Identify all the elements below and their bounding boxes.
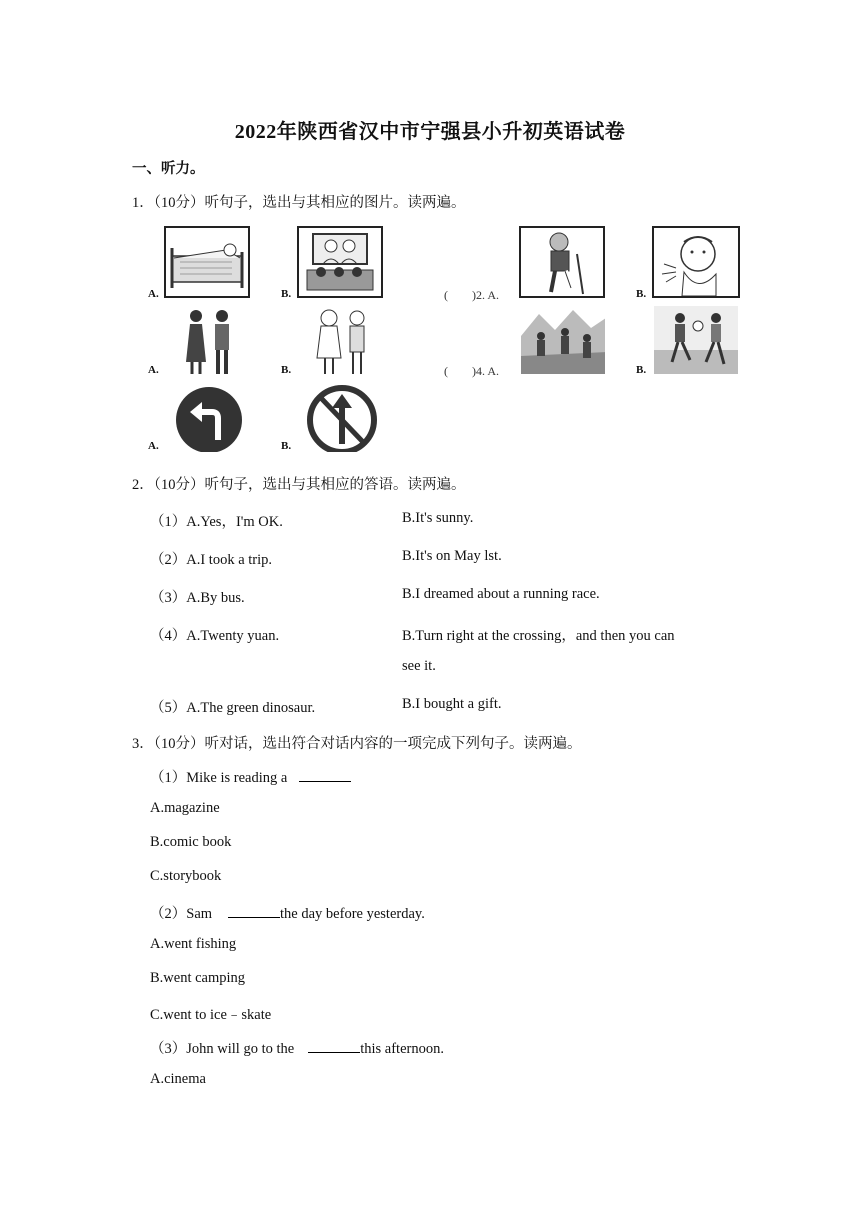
label-a: A. — [148, 364, 159, 376]
q2-item-2-b: B.It's on May lst. — [402, 548, 502, 564]
football-icon — [652, 304, 740, 376]
q1-text: （10分）听句子，选出与其相应的图片。读两遍。 — [153, 195, 466, 211]
label-a: A. — [148, 440, 159, 452]
q3-s1-option-c: C.storybook — [150, 868, 222, 884]
injured-boy-icon — [519, 226, 605, 298]
q3-s3-text: （3）John will go to the — [150, 1041, 295, 1057]
label-b: B. — [281, 440, 292, 452]
q2-item-3-a: （3）A.By bus. — [150, 590, 245, 606]
no-straight-sign-icon — [297, 382, 383, 454]
turn-left-sign-icon — [164, 382, 250, 454]
coughing-boy-icon — [652, 226, 740, 298]
label-b: B. — [636, 364, 647, 376]
q3-text: （10分）听对话，选出符合对话内容的一项完成下列句子。读两遍。 — [153, 736, 582, 752]
q2-stem — [132, 473, 466, 494]
q2-number: 2． — [132, 477, 154, 493]
q3-s1-text: （1）Mike is reading a — [150, 770, 288, 786]
page-title: 2022年陕西省汉中市宁强县小升初英语试卷 — [234, 121, 626, 143]
q3-s3-option-a: A.cinema — [150, 1071, 206, 1087]
label-b: B. — [281, 364, 292, 376]
bed-icon — [164, 226, 250, 298]
answer-blank[interactable] — [228, 905, 280, 918]
q3-s2-tail: the day before yesterday. — [280, 906, 425, 922]
q3-sentence-3 — [150, 1037, 444, 1058]
q3-number: 3． — [132, 736, 154, 752]
q2-item-4-b: B.Turn right at the crossing，and then you can — [402, 628, 675, 644]
q2-item-1-b: B.It's sunny. — [402, 510, 474, 526]
q3-s2-option-b: B.went camping — [150, 970, 246, 986]
q3-s1-option-a: A.magazine — [150, 800, 220, 816]
q2-text: （10分）听句子，选出与其相应的答语。读两遍。 — [153, 477, 466, 493]
q3-stem — [132, 732, 582, 753]
question-2-label: ( )2. A. — [444, 288, 499, 302]
question-4-label: ( )4. A. — [444, 364, 499, 378]
q2-item-3-b: B.I dreamed about a running race. — [402, 586, 600, 602]
q2-item-5-b: B.I bought a gift. — [402, 696, 502, 712]
q3-s2-text: （2）Sam — [150, 906, 213, 922]
q2-item-4-a: （4）A.Twenty yuan. — [150, 628, 280, 644]
answer-blank[interactable] — [299, 769, 351, 782]
q3-s1-option-b: B.comic book — [150, 834, 232, 850]
q1-stem — [132, 191, 466, 212]
q3-s2-option-c: C.went to ice﹣skate — [150, 1007, 272, 1023]
label-a: A. — [148, 288, 159, 300]
q3-sentence-2 — [150, 902, 425, 923]
label-b: B. — [636, 288, 647, 300]
label-b: B. — [281, 288, 292, 300]
q2-item-2-a: （2）A.I took a trip. — [150, 552, 273, 568]
q3-s2-option-a: A.went fishing — [150, 936, 237, 952]
grandparents-icon — [297, 304, 383, 376]
q2-item-5-a: （5）A.The green dinosaur. — [150, 700, 316, 716]
q3-sentence-1 — [150, 766, 351, 787]
cinema-icon — [297, 226, 383, 298]
hiking-icon — [519, 304, 607, 376]
q1-number: 1． — [132, 195, 154, 211]
q2-item-1-a: （1）A.Yes，I'm OK. — [150, 514, 283, 530]
q3-s3-tail: this afternoon. — [360, 1041, 444, 1057]
q2-item-4-b-cont: see it. — [402, 658, 436, 674]
section-heading-listening: 一、听力。 — [132, 161, 205, 177]
answer-blank[interactable] — [308, 1040, 360, 1053]
couple-icon — [164, 304, 250, 376]
q1-picture-panel — [148, 224, 742, 456]
